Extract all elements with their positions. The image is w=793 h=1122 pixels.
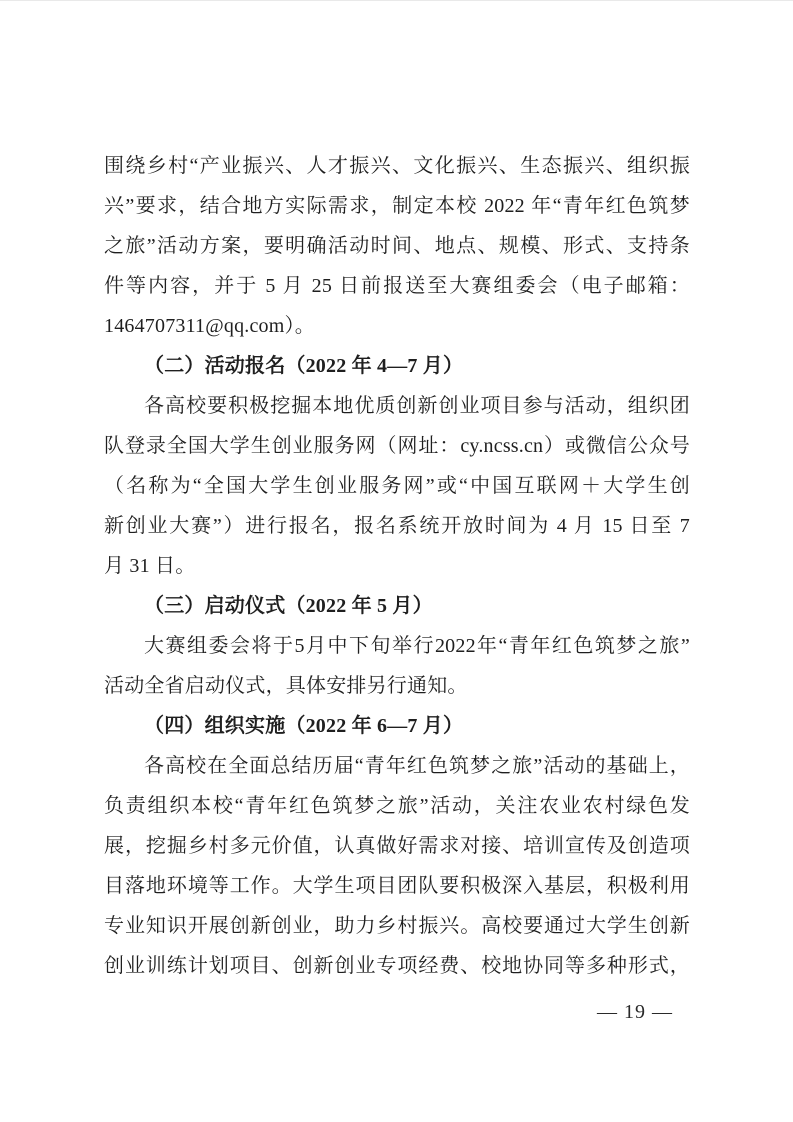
text-line: 月 31 日。 bbox=[104, 555, 196, 577]
text-line: 队登录全国大学生创业服务网（网址：cy.ncss.cn）或微信公众号 bbox=[104, 435, 690, 457]
text-line: 围绕乡村“产业振兴、人才振兴、文化振兴、生态振兴、组织振 bbox=[104, 155, 690, 177]
page-number: — 19 — bbox=[597, 1001, 673, 1023]
text-line: 之旅”活动方案，要明确活动时间、地点、规模、形式、支持条 bbox=[104, 235, 690, 257]
section-heading-2: （二）活动报名（2022 年 4—7 月） bbox=[144, 355, 464, 377]
section-heading-4: （四）组织实施（2022 年 6—7 月） bbox=[144, 715, 464, 737]
text-line: 创业训练计划项目、创新创业专项经费、校地协同等多种形式， bbox=[104, 955, 690, 977]
scan-edge-artifact bbox=[0, 0, 793, 1]
text-line: 活动全省启动仪式，具体安排另行通知。 bbox=[104, 675, 468, 697]
text-line: 目落地环境等工作。大学生项目团队要积极深入基层，积极利用 bbox=[104, 875, 690, 897]
text-line: 新创业大赛”）进行报名，报名系统开放时间为 4 月 15 日至 7 bbox=[104, 515, 690, 537]
email-text-line: 1464707311@qq.com）。 bbox=[104, 315, 315, 337]
text-line: 兴”要求，结合地方实际需求，制定本校 2022 年“青年红色筑梦 bbox=[104, 195, 690, 217]
text-line: 各高校要积极挖掘本地优质创新创业项目参与活动，组织团 bbox=[144, 395, 690, 417]
section-heading-3: （三）启动仪式（2022 年 5 月） bbox=[144, 595, 433, 617]
text-line: 各高校在全面总结历届“青年红色筑梦之旅”活动的基础上， bbox=[144, 755, 690, 777]
text-line: 大赛组委会将于5月中下旬举行2022年“青年红色筑梦之旅” bbox=[144, 635, 690, 657]
text-line: 负责组织本校“青年红色筑梦之旅”活动，关注农业农村绿色发 bbox=[104, 795, 690, 817]
text-line: （名称为“全国大学生创业服务网”或“中国互联网＋大学生创 bbox=[104, 475, 690, 497]
text-line: 展，挖掘乡村多元价值，认真做好需求对接、培训宣传及创造项 bbox=[104, 835, 690, 857]
text-line: 专业知识开展创新创业，助力乡村振兴。高校要通过大学生创新 bbox=[104, 915, 690, 937]
document-body bbox=[104, 146, 690, 986]
text-line: 件等内容，并于 5 月 25 日前报送至大赛组委会（电子邮箱： bbox=[104, 275, 690, 297]
